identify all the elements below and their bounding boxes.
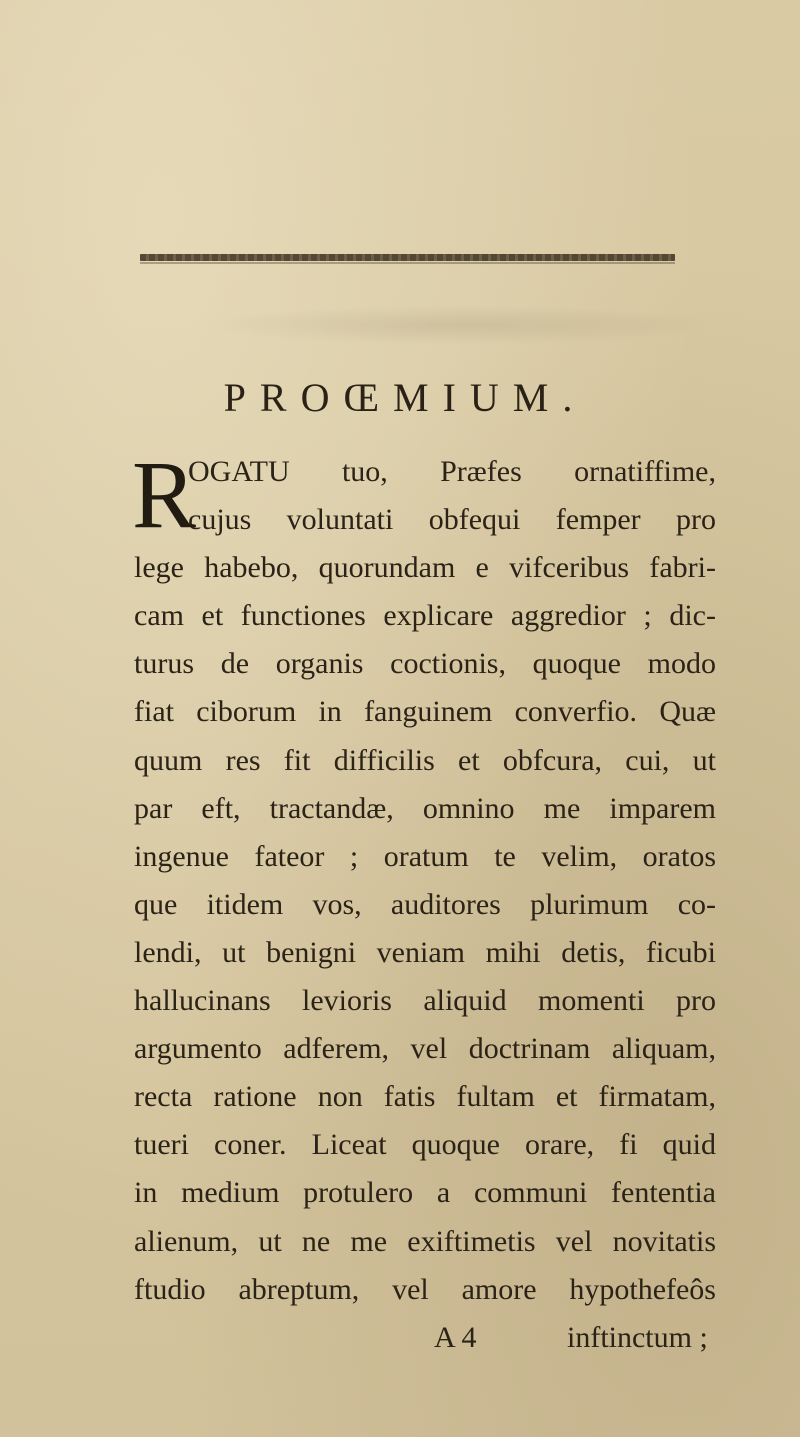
drop-cap: R (132, 441, 197, 548)
text-line: argumento adferem, vel doctrinam aliquam, (134, 1032, 716, 1066)
show-through-shadow (200, 305, 720, 345)
text-line: hallucinans levioris aliquid momenti pro (134, 984, 716, 1018)
text-line: tueri coner. Liceat quoque orare, fi quid (134, 1128, 716, 1162)
text-line: R OGATU tuo, Præfes ornatiffime, (132, 441, 716, 548)
text-line: ftudio abreptum, vel amore hypothefeôs (134, 1272, 716, 1306)
text-line: ingenue fateor ; oratum te velim, oratos (134, 839, 716, 873)
catchword: inftinctum ; (567, 1320, 708, 1354)
text-line: fiat ciborum in fanguinem converfio. Quæ (134, 695, 716, 729)
text-line: cam et functiones explicare aggredior ; dic- (134, 599, 716, 633)
text-line: turus de organis coctionis, quoque modo (134, 647, 716, 681)
text-line: par eft, tractandæ, omnino me imparem (134, 791, 716, 825)
text-line: recta ratione non fatis fultam et firmatam, (134, 1080, 716, 1114)
text-line: alienum, ut ne me exiftimetis vel novitatis (134, 1224, 716, 1258)
text-line: quum res fit difficilis et obfcura, cui, ut (134, 743, 716, 777)
ornamental-rule-shadow (140, 262, 675, 264)
signature-mark: A 4 (434, 1320, 477, 1354)
page-title: PROŒMIUM. (223, 375, 587, 420)
text-line: cujus voluntati obfequi femper pro (188, 503, 716, 537)
footer-line (134, 1314, 716, 1362)
text-line: in medium protulero a communi fententia (134, 1176, 716, 1210)
text-block (132, 441, 716, 1362)
text-line: lendi, ut benigni veniam mihi detis, ficubi (134, 935, 716, 969)
text-line: que itidem vos, auditores plurimum co- (134, 887, 716, 921)
ornamental-rule (140, 254, 675, 261)
text-line: lege habebo, quorundam e vifceribus fabri- (134, 551, 716, 585)
